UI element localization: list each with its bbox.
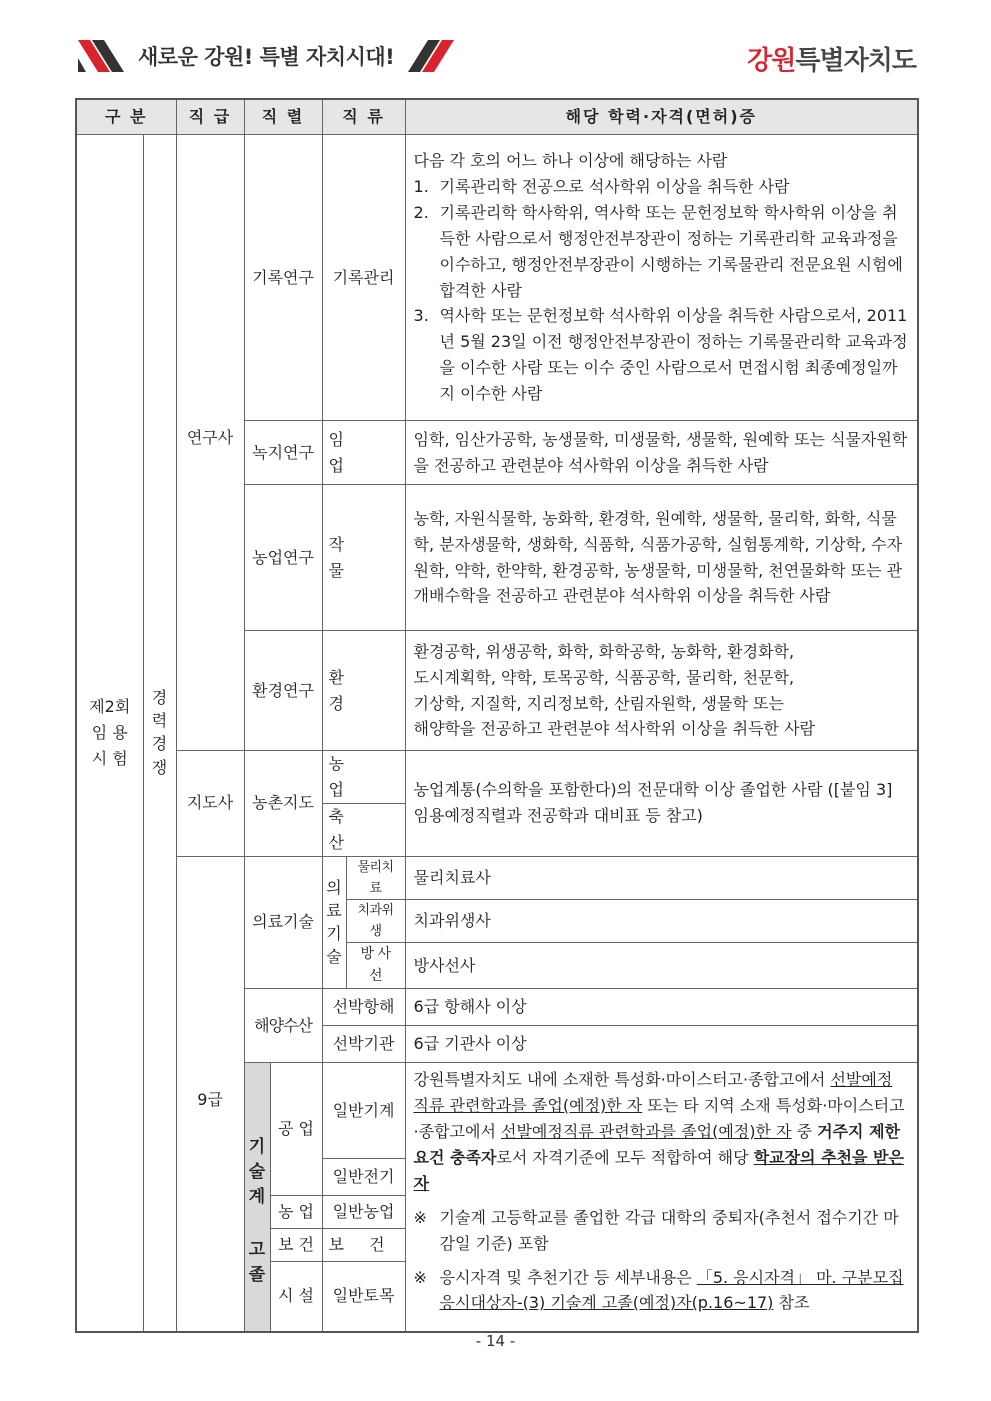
desc-agri: 농학, 자원식물학, 농화학, 환경학, 원예학, 생물학, 물리학, 화학, 식물학, 분자생물학, 생화학, 식품학, 식품가공학, 실험통계학, 기상학, 수자원학, 약학, 한약학, 환경공학, 농생물학, 미생물학, 천연물화학 또는 관개배수학을 전공하고 관련분야 석사학위 이상을 취득한 사람 — [405, 485, 918, 631]
tech-underline: 선발예정직류 관련학과를 졸업(예정)한 자 — [501, 1121, 792, 1141]
table-row — [76, 856, 918, 899]
slogan — [78, 36, 454, 76]
researcher-cell: 연구사 — [176, 135, 244, 751]
desc-rural: 농업계통(수의학을 포함한다)의 전문대학 이상 졸업한 사람 ([붙임 3] 임용예정직렬과 전공학과 대비표 등 참고) — [405, 751, 918, 857]
jikryu-env — [322, 631, 405, 751]
slogan-text: 새로운 강원! 특별 자치시대! — [138, 45, 395, 69]
exam-line: 시 험 — [91, 748, 128, 768]
jikryu-dental: 치과위생 — [346, 899, 405, 942]
note-star: ※ — [413, 1267, 427, 1287]
grade9-cell — [176, 856, 244, 1332]
jikryeol-records: 기록연구 — [244, 135, 322, 421]
jikryeol-agri: 농업연구 — [244, 485, 322, 631]
tech-paragraph — [414, 1067, 910, 1197]
desc-green: 임학, 임산가공학, 농생물학, 미생물학, 생물학, 원예학 또는 식물자원학을 전공하고 관련분야 석사학위 이상을 취득한 사람 — [405, 421, 918, 485]
jikryu-navigation: 선박항해 — [322, 989, 405, 1026]
jikryu-env-text: 환경 — [328, 667, 384, 713]
desc-engine: 6급 기관사 이상 — [405, 1026, 918, 1063]
note-reference-link: 「5. 응시자격」 마. 구분모집 응시대상자-(3) 기술계 고졸(예정)자(p.16~17) — [439, 1267, 904, 1313]
jikryeol-medical: 의료기술 — [244, 856, 322, 989]
medical-group-text: 의료기술 — [326, 877, 342, 967]
desc-physio: 물리치료사 — [405, 856, 918, 899]
jikryu-livestock-text: 축산 — [328, 806, 384, 852]
desc-records — [405, 135, 918, 421]
jikryeol-env: 환경연구 — [244, 631, 322, 751]
tech-bold-underline: 학교장의 추천을 받은 자 — [413, 1147, 904, 1193]
jikryu-electric: 일반전기 — [322, 1159, 405, 1196]
tech-bold: 거주지 제한 요건 충족자 — [413, 1121, 900, 1167]
tech-text: 중 — [791, 1121, 818, 1141]
jikryu-records: 기록관리 — [322, 135, 405, 421]
jikryeol-marine: 해양수산 — [244, 989, 322, 1063]
item-num: 3. — [413, 306, 429, 326]
jikryu-rural-farm — [322, 751, 405, 804]
tech-text: 강원특별자치도 내에 소재한 특성화·마이스터고·종합고에서 — [413, 1070, 831, 1090]
tech-group-cell — [244, 1063, 270, 1332]
tech-text: 로서 자격기준에 모두 적합하여 해당 — [496, 1147, 754, 1167]
jikryeol-rural: 농촌지도 — [244, 751, 322, 857]
exam-cell — [76, 135, 143, 1332]
jikryu-rural-livestock — [322, 803, 405, 856]
brand-accent: 강원 — [747, 46, 796, 76]
slash-mark-left-icon — [78, 40, 128, 72]
jikryu-health — [322, 1229, 405, 1262]
brand-logo — [747, 40, 916, 77]
desc-radiology: 방사선사 — [405, 942, 918, 988]
list-item — [414, 174, 910, 200]
desc-tech — [405, 1063, 918, 1332]
tech-health-cell: 보 건 — [270, 1229, 322, 1262]
env-line: 기상학, 지질학, 지리정보학, 산림자원학, 생물학 또는 — [413, 693, 784, 713]
tech-underline: 선발예정 직류 관련학과를 졸업(예정)한 자 — [413, 1070, 893, 1116]
jikryeol-green: 녹지연구 — [244, 421, 322, 485]
medical-group-cell — [322, 856, 346, 989]
desc-dental: 치과위생사 — [405, 899, 918, 942]
exam-line: 제2회 — [89, 697, 131, 717]
tech-farm-cell: 농 업 — [270, 1196, 322, 1229]
tech-group-bottom: 고졸 — [248, 1240, 266, 1285]
desc-navigation: 6급 항해사 이상 — [405, 989, 918, 1026]
header-jikryeol: 직 렬 — [244, 99, 322, 135]
header-jikgeup: 직 급 — [176, 99, 244, 135]
jikryu-radiology: 방 사 선 — [346, 942, 405, 988]
env-line: 도시계획학, 약학, 토목공학, 식품공학, 물리학, 천문학, — [413, 667, 795, 687]
tech-facility-cell: 시 설 — [270, 1262, 322, 1332]
item-num: 1. — [413, 176, 429, 196]
jikryu-agri — [322, 485, 405, 631]
note-text: 참조 — [773, 1293, 810, 1313]
jikryu-agri-text: 작물 — [328, 534, 384, 580]
header-gubun: 구 분 — [76, 99, 176, 135]
note-text: 응시자격 및 추천기간 등 세부내용은 — [439, 1267, 697, 1287]
header-jikryu: 직 류 — [322, 99, 405, 135]
page-header — [0, 0, 991, 90]
jikryu-machine: 일반기계 — [322, 1063, 405, 1159]
env-line: 환경공학, 위생공학, 화학, 화학공학, 농화학, 환경화학, — [413, 641, 795, 661]
tech-text: 또는 타 지역 소재 특성화·마이스터고·종합고에서 — [413, 1096, 905, 1141]
slash-mark-right-icon — [404, 40, 454, 72]
tech-note-1 — [414, 1205, 910, 1257]
list-item — [414, 303, 910, 407]
env-line: 해양학을 전공하고 관련분야 석사학위 이상을 취득한 사람 — [413, 719, 816, 739]
note-text: 기술계 고등학교를 졸업한 각급 대학의 중퇴자(추천서 접수기간 마감일 기준) 포함 — [439, 1207, 899, 1253]
tech-group-top: 기술계 — [248, 1137, 266, 1207]
item-text: 역사학 또는 문헌정보학 석사학위 이상을 취득한 사람으로서, 2011년 5월 23일 이전 행정안전부장관이 정하는 기록물관리학 교육과정을 이수한 사람 또는 이수 중인 사람으로서 면접시험 최종예정일까지 이수한 사람 — [439, 306, 908, 404]
note-star: ※ — [413, 1207, 427, 1227]
page-number: - 14 - — [475, 1332, 516, 1350]
jikryu-engine: 선박기관 — [322, 1026, 405, 1063]
jikryu-green-text: 임업 — [328, 429, 384, 475]
jikryu-farm-text: 농업 — [328, 754, 384, 799]
item-text: 기록관리학 학사학위, 역사학 또는 문헌정보학 학사학위 이상을 취득한 사람으로서 행정안전부장관이 정하는 기록관리학 교육과정을 이수하고, 행정안전부장관이 시행하는 기록물관리 전문요원 시험에 합격한 사람 — [439, 202, 903, 300]
brand-rest: 특별자치도 — [795, 46, 916, 76]
table-row — [76, 751, 918, 804]
tech-note-2 — [414, 1265, 910, 1317]
item-text: 기록관리학 전공으로 석사학위 이상을 취득한 사람 — [439, 176, 790, 196]
jikryu-physio: 물리치료 — [346, 856, 405, 899]
type-cell — [143, 135, 176, 1332]
type-text: 경력경쟁 — [151, 688, 168, 777]
tech-industry-cell: 공 업 — [270, 1063, 322, 1196]
list-item — [414, 200, 910, 304]
advisor-cell: 지도사 — [176, 751, 244, 857]
desc-env — [405, 631, 918, 751]
table-row — [76, 135, 918, 421]
records-intro: 다음 각 호의 어느 하나 이상에 해당하는 사람 — [413, 150, 728, 170]
jikryu-health-text: 보 건 — [328, 1235, 395, 1255]
grade9-text: 9급 — [197, 1089, 223, 1109]
jikryu-civil: 일반토목 — [322, 1262, 405, 1332]
exam-line: 임 용 — [91, 723, 128, 743]
item-num: 2. — [413, 202, 429, 222]
jikryu-farm-general: 일반농업 — [322, 1196, 405, 1229]
jikryu-green — [322, 421, 405, 485]
qualification-table — [75, 98, 919, 1333]
table-header-row — [76, 99, 918, 135]
header-qualification: 해당 학력·자격(면허)증 — [405, 99, 918, 135]
